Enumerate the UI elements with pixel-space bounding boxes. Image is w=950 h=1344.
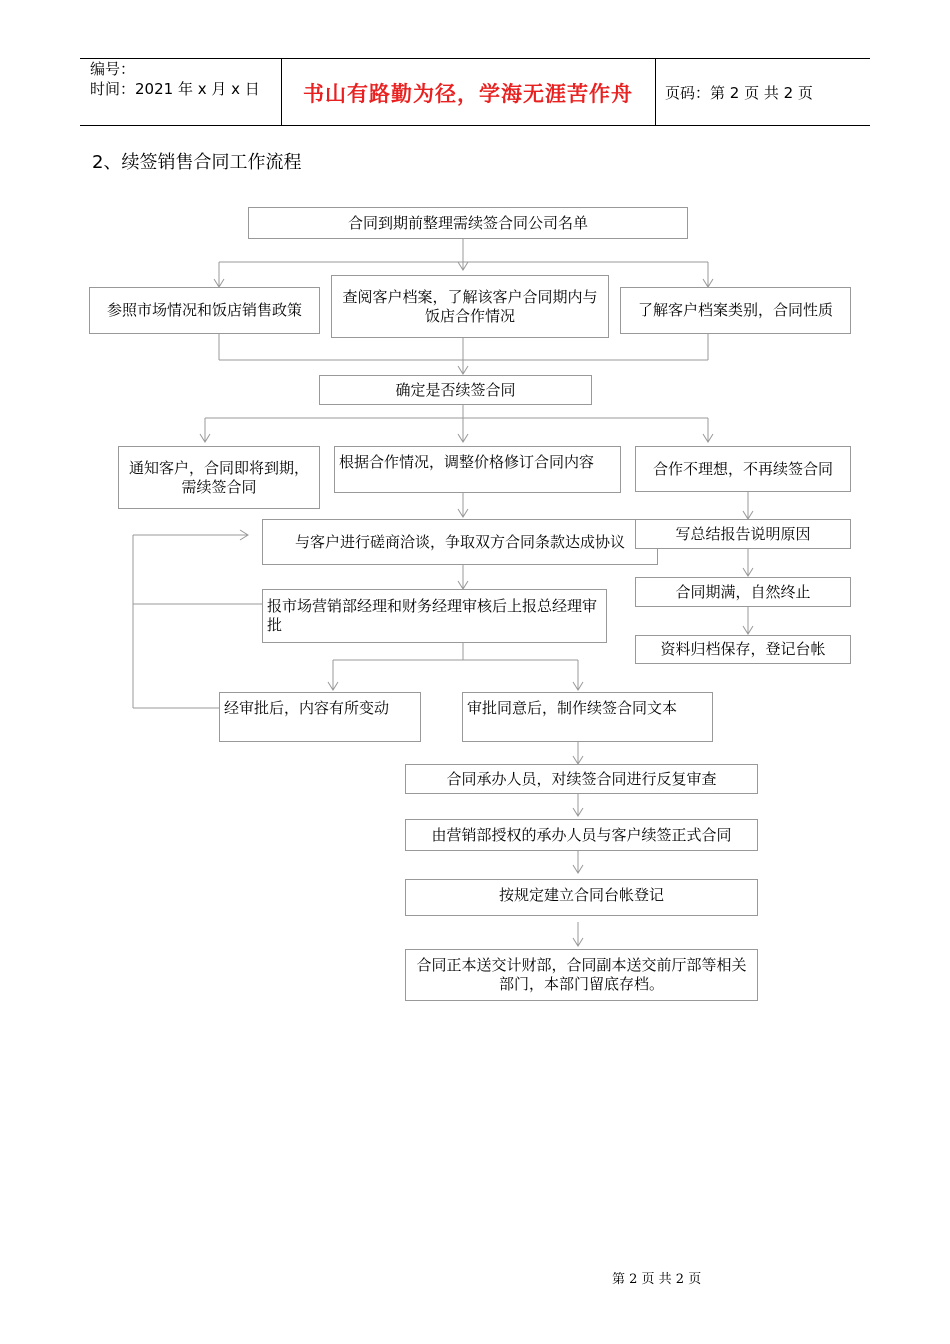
flow-step-market-policy: 参照市场情况和饭店销售政策 — [89, 287, 320, 334]
header-time-label: 时间：2021 年 x 月 x 日 — [90, 80, 260, 98]
flow-step-approved: 审批同意后，制作续签合同文本 — [462, 692, 713, 742]
header-page-label: 页码：第 2 页 共 2 页 — [665, 84, 813, 102]
header-motto: 书山有路勤为径，学海无涯苦作舟 — [303, 82, 633, 106]
flow-step-decide: 确定是否续签合同 — [319, 375, 592, 405]
flow-step-archive-category: 了解客户档案类别，合同性质 — [620, 287, 851, 334]
flow-step-start: 合同到期前整理需续签合同公司名单 — [248, 207, 688, 239]
flow-step-review-contract: 合同承办人员，对续签合同进行反复审查 — [405, 764, 758, 794]
flow-step-write-report: 写总结报告说明原因 — [635, 519, 851, 549]
flow-step-review-archive: 查阅客户档案，了解该客户合同期内与饭店合作情况 — [331, 275, 609, 338]
flow-step-distribute: 合同正本送交计财部，合同副本送交前厅部等相关部门，本部门留底存档。 — [405, 949, 758, 1001]
page-footer: 第 2 页 共 2 页 — [612, 1272, 702, 1287]
flow-step-no-renew: 合作不理想，不再续签合同 — [635, 446, 851, 492]
flow-step-adjust-terms: 根据合作情况，调整价格修订合同内容 — [334, 446, 621, 493]
flow-step-submit-approval: 报市场营销部经理和财务经理审核后上报总经理审批 — [262, 589, 607, 643]
header-number-label: 编号： — [90, 60, 136, 78]
flow-step-sign-contract: 由营销部授权的承办人员与客户续签正式合同 — [405, 819, 758, 851]
flow-step-notify-client: 通知客户，合同即将到期，需续签合同 — [118, 446, 320, 509]
flow-step-expire: 合同期满，自然终止 — [635, 577, 851, 607]
section-title: 2、续签销售合同工作流程 — [92, 152, 302, 173]
flow-step-contract-ledger: 按规定建立合同台帐登记 — [405, 879, 758, 916]
flow-step-negotiate: 与客户进行磋商洽谈，争取双方合同条款达成协议 — [262, 519, 658, 565]
flow-step-content-changed: 经审批后，内容有所变动 — [219, 692, 421, 742]
flow-step-file-ledger: 资料归档保存，登记台帐 — [635, 635, 851, 664]
